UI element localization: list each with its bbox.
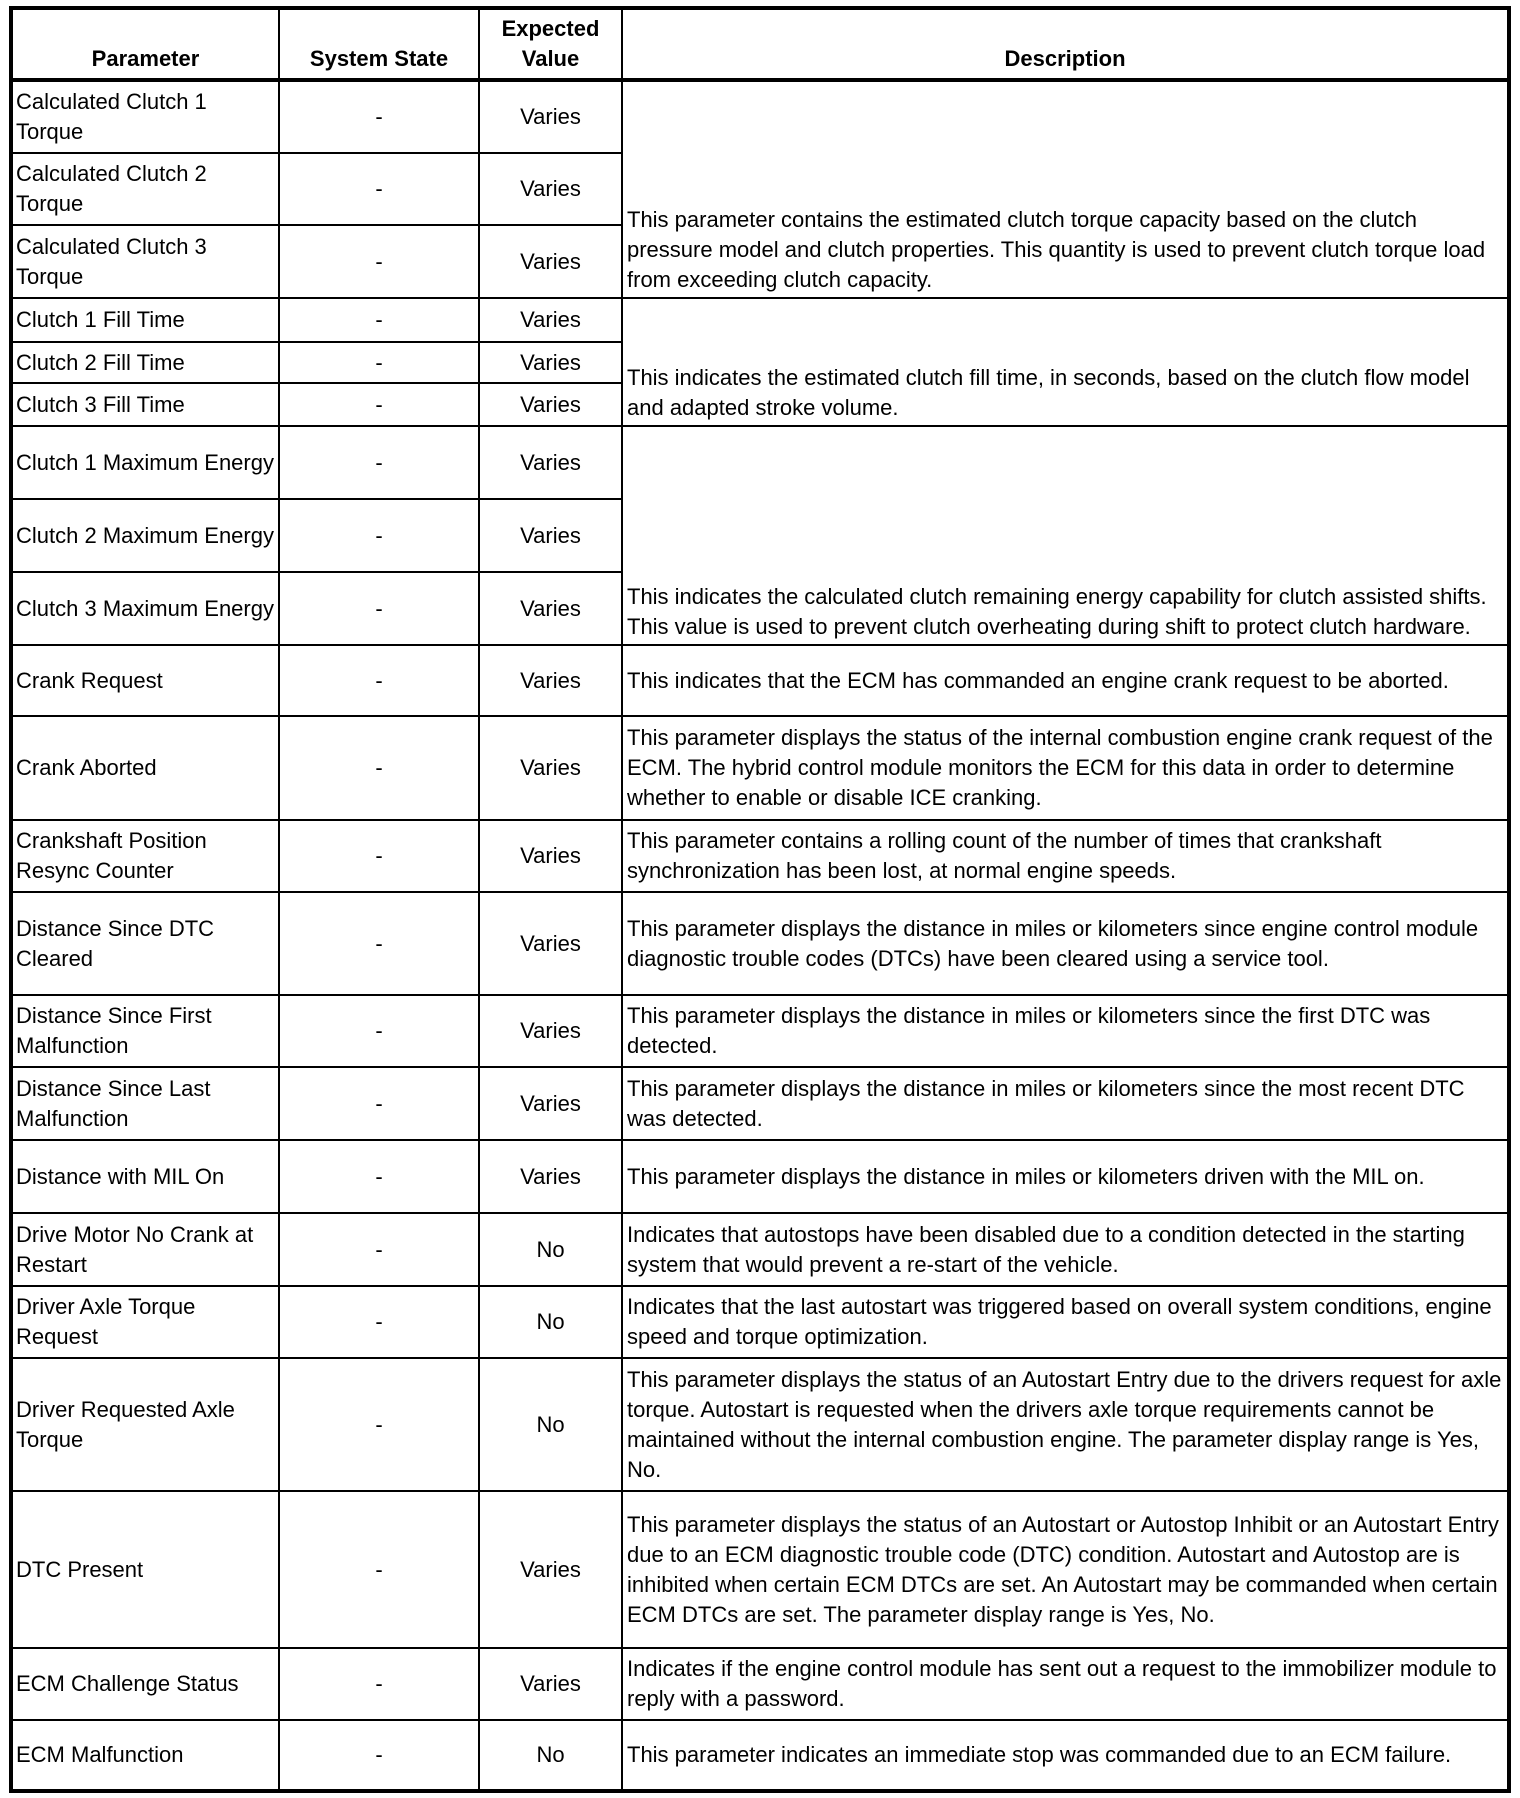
system-state-cell: - <box>279 1067 479 1140</box>
system-state-cell: - <box>279 645 479 716</box>
parameter-cell: Calculated Clutch 2 Torque <box>11 153 279 225</box>
table-body <box>11 80 1509 1791</box>
system-state-cell: - <box>279 1213 479 1286</box>
system-state-cell: - <box>279 153 479 225</box>
table-row <box>11 1213 1509 1286</box>
parameter-cell: Clutch 1 Maximum Energy <box>11 426 279 499</box>
system-state-cell: - <box>279 342 479 383</box>
table-row <box>11 645 1509 716</box>
description-cell: This parameter indicates an immediate stop was commanded due to an ECM failure. <box>622 1720 1509 1791</box>
expected-value-cell: Varies <box>479 153 622 225</box>
header-parameter: Parameter <box>11 8 279 80</box>
system-state-cell: - <box>279 716 479 820</box>
table-row <box>11 80 1509 153</box>
expected-value-cell: Varies <box>479 572 622 645</box>
description-cell: This parameter displays the status of an Autostart or Autostop Inhibit or an Autostart Entry due to an ECM diagnostic trouble code (DTC) condition. Autostart and Autostop are is inhibited when certain ECM DTCs are set. An Autostart may be commanded when certain ECM DTCs are set. The parameter display range is Yes, No. <box>622 1491 1509 1648</box>
table-row <box>11 298 1509 342</box>
system-state-cell: - <box>279 572 479 645</box>
system-state-cell: - <box>279 1286 479 1358</box>
parameter-cell: Distance with MIL On <box>11 1140 279 1213</box>
expected-value-cell: Varies <box>479 383 622 426</box>
parameter-cell: Clutch 3 Fill Time <box>11 383 279 426</box>
parameter-table <box>9 6 1511 1793</box>
expected-value-cell: Varies <box>479 80 622 153</box>
system-state-cell: - <box>279 995 479 1067</box>
expected-value-cell: Varies <box>479 820 622 892</box>
parameter-cell: Crank Request <box>11 645 279 716</box>
table-row <box>11 426 1509 499</box>
description-cell: This parameter contains the estimated clutch torque capacity based on the clutch pressure model and clutch properties. This quantity is used to prevent clutch torque load from exceeding clutch capacity. <box>622 80 1509 298</box>
description-cell: Indicates that the last autostart was triggered based on overall system conditions, engine speed and torque optimization. <box>622 1286 1509 1358</box>
system-state-cell: - <box>279 426 479 499</box>
system-state-cell: - <box>279 1358 479 1491</box>
expected-value-cell: Varies <box>479 426 622 499</box>
table-row <box>11 995 1509 1067</box>
system-state-cell: - <box>279 499 479 572</box>
parameter-cell: Driver Requested Axle Torque <box>11 1358 279 1491</box>
system-state-cell: - <box>279 1648 479 1720</box>
description-cell: This parameter displays the distance in miles or kilometers since engine control module diagnostic trouble codes (DTCs) have been cleared using a service tool. <box>622 892 1509 995</box>
parameter-cell: Clutch 2 Maximum Energy <box>11 499 279 572</box>
system-state-cell: - <box>279 892 479 995</box>
table-row <box>11 892 1509 995</box>
expected-value-cell: Varies <box>479 298 622 342</box>
parameter-cell: Distance Since DTC Cleared <box>11 892 279 995</box>
parameter-cell: ECM Malfunction <box>11 1720 279 1791</box>
parameter-cell: Clutch 2 Fill Time <box>11 342 279 383</box>
description-cell: This parameter displays the distance in miles or kilometers driven with the MIL on. <box>622 1140 1509 1213</box>
header-system-state: System State <box>279 8 479 80</box>
expected-value-cell: No <box>479 1286 622 1358</box>
description-cell: Indicates that autostops have been disabled due to a condition detected in the starting system that would prevent a re-start of the vehicle. <box>622 1213 1509 1286</box>
header-description: Description <box>622 8 1509 80</box>
description-cell: This indicates the calculated clutch remaining energy capability for clutch assisted shifts. This value is used to prevent clutch overheating during shift to protect clutch hardware. <box>622 426 1509 645</box>
expected-value-cell: Varies <box>479 716 622 820</box>
system-state-cell: - <box>279 820 479 892</box>
description-cell: This parameter displays the status of an Autostart Entry due to the drivers request for axle torque. Autostart is requested when the drivers axle torque requirements cannot be maintained without the internal combustion engine. The parameter display range is Yes, No. <box>622 1358 1509 1491</box>
parameter-cell: Distance Since First Malfunction <box>11 995 279 1067</box>
table-row <box>11 1286 1509 1358</box>
expected-value-cell: No <box>479 1358 622 1491</box>
description-cell: Indicates if the engine control module has sent out a request to the immobilizer module to reply with a password. <box>622 1648 1509 1720</box>
expected-value-cell: Varies <box>479 1491 622 1648</box>
expected-value-cell: Varies <box>479 499 622 572</box>
expected-value-cell: Varies <box>479 645 622 716</box>
parameter-cell: Calculated Clutch 1 Torque <box>11 80 279 153</box>
system-state-cell: - <box>279 1720 479 1791</box>
table-row <box>11 1720 1509 1791</box>
parameter-cell: Driver Axle Torque Request <box>11 1286 279 1358</box>
parameter-cell: Clutch 1 Fill Time <box>11 298 279 342</box>
parameter-cell: Calculated Clutch 3 Torque <box>11 225 279 298</box>
expected-value-cell: Varies <box>479 225 622 298</box>
description-cell: This parameter contains a rolling count of the number of times that crankshaft synchronization has been lost, at normal engine speeds. <box>622 820 1509 892</box>
expected-value-cell: No <box>479 1720 622 1791</box>
parameter-cell: ECM Challenge Status <box>11 1648 279 1720</box>
table-row <box>11 820 1509 892</box>
table-row <box>11 1491 1509 1648</box>
description-cell: This parameter displays the status of the internal combustion engine crank request of the ECM. The hybrid control module monitors the ECM for this data in order to determine whether to enable or disable ICE cranking. <box>622 716 1509 820</box>
system-state-cell: - <box>279 80 479 153</box>
table-row <box>11 716 1509 820</box>
system-state-cell: - <box>279 383 479 426</box>
parameter-cell: Drive Motor No Crank at Restart <box>11 1213 279 1286</box>
description-cell: This indicates that the ECM has commanded an engine crank request to be aborted. <box>622 645 1509 716</box>
description-cell: This indicates the estimated clutch fill time, in seconds, based on the clutch flow model and adapted stroke volume. <box>622 298 1509 426</box>
expected-value-cell: Varies <box>479 995 622 1067</box>
system-state-cell: - <box>279 1140 479 1213</box>
system-state-cell: - <box>279 298 479 342</box>
parameter-cell: DTC Present <box>11 1491 279 1648</box>
parameter-cell: Crankshaft Position Resync Counter <box>11 820 279 892</box>
expected-value-cell: Varies <box>479 1067 622 1140</box>
system-state-cell: - <box>279 1491 479 1648</box>
parameter-cell: Clutch 3 Maximum Energy <box>11 572 279 645</box>
table-row <box>11 1067 1509 1140</box>
expected-value-cell: Varies <box>479 1648 622 1720</box>
expected-value-cell: Varies <box>479 1140 622 1213</box>
parameter-cell: Crank Aborted <box>11 716 279 820</box>
description-cell: This parameter displays the distance in miles or kilometers since the most recent DTC was detected. <box>622 1067 1509 1140</box>
expected-value-cell: Varies <box>479 892 622 995</box>
expected-value-cell: Varies <box>479 342 622 383</box>
table-row <box>11 1140 1509 1213</box>
parameter-cell: Distance Since Last Malfunction <box>11 1067 279 1140</box>
header-expected-value: Expected Value <box>479 8 622 80</box>
table-row <box>11 1648 1509 1720</box>
expected-value-cell: No <box>479 1213 622 1286</box>
table-row <box>11 1358 1509 1491</box>
table-header-row <box>11 8 1509 80</box>
description-cell: This parameter displays the distance in miles or kilometers since the first DTC was detected. <box>622 995 1509 1067</box>
system-state-cell: - <box>279 225 479 298</box>
